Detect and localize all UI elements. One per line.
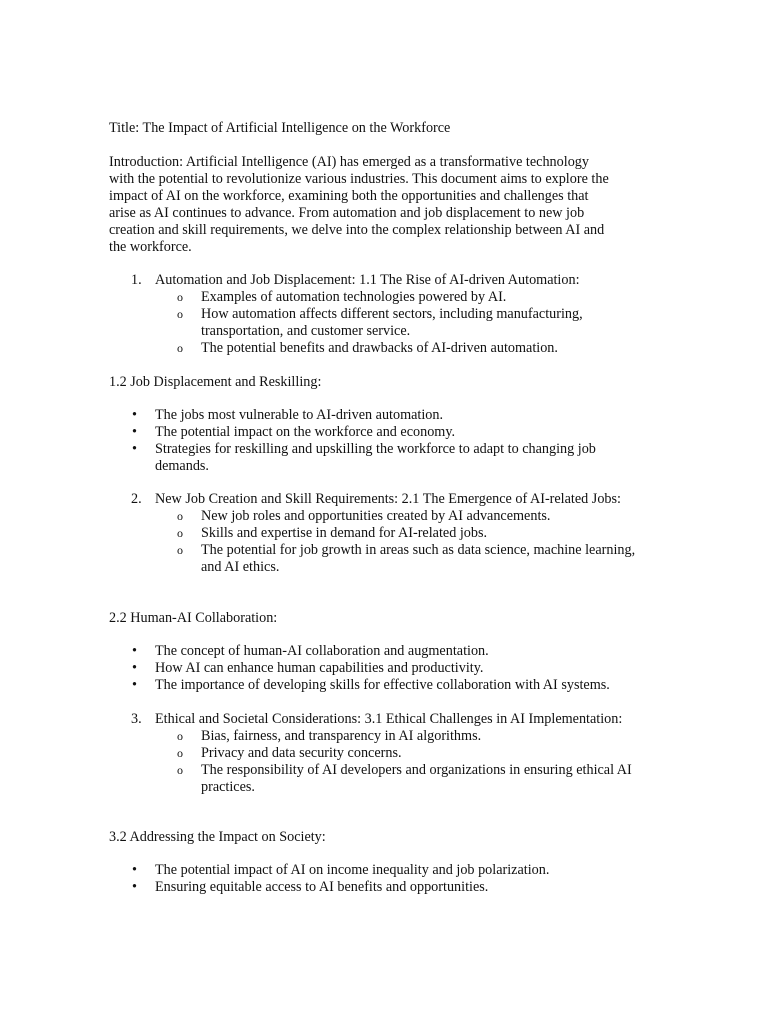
list-item — [132, 424, 649, 441]
document-title: Title: The Impact of Artificial Intelligence on the Workforce — [109, 120, 451, 136]
subsection-heading-3-2: 3.2 Addressing the Impact on Society: — [109, 829, 326, 845]
bullet-icon: • — [132, 441, 137, 457]
list-item — [132, 677, 649, 694]
bullet-icon: • — [132, 643, 137, 659]
intro-line: arise as AI continues to advance. From automation and job displacement to new job — [109, 205, 585, 221]
bullet-icon: • — [132, 660, 137, 676]
section-heading: Automation and Job Displacement: 1.1 The Rise of AI-driven Automation: — [155, 272, 580, 288]
list-item — [132, 862, 649, 879]
list-item-text: How AI can enhance human capabilities and productivity. — [155, 660, 484, 676]
intro-line: creation and skill requirements, we delve into the complex relationship between AI and — [109, 222, 605, 238]
bullet-icon: • — [132, 677, 137, 693]
section-number: 1. — [131, 272, 142, 288]
list-item-text: The jobs most vulnerable to AI-driven automation. — [155, 407, 444, 423]
bullet-icon: • — [132, 407, 137, 423]
sub-item-text: The responsibility of AI developers and organizations in ensuring ethical AI practices. — [201, 762, 632, 795]
sub-list-item — [177, 508, 649, 525]
circle-bullet-icon: o — [177, 763, 183, 777]
intro-line: impact of AI on the workforce, examining both the opportunities and challenges that — [109, 188, 589, 204]
section-1 — [109, 272, 649, 357]
bullet-list-1-2 — [109, 407, 649, 475]
list-item — [132, 441, 649, 475]
bullet-icon: • — [132, 424, 137, 440]
list-item — [132, 643, 649, 660]
circle-bullet-icon: o — [177, 509, 183, 523]
list-item-text: Ensuring equitable access to AI benefits and opportunities. — [155, 879, 489, 895]
sub-list-item — [177, 745, 649, 762]
sub-list-item — [177, 525, 649, 542]
bullet-list-3-2 — [109, 862, 649, 896]
sub-list-item — [177, 340, 649, 357]
sub-item-text: Skills and expertise in demand for AI-related jobs. — [201, 525, 488, 541]
section-3 — [109, 711, 649, 796]
list-item-text: The importance of developing skills for effective collaboration with AI systems. — [155, 677, 610, 693]
section-heading: New Job Creation and Skill Requirements: 2.1 The Emergence of AI-related Jobs: — [155, 491, 621, 507]
sub-list-item — [177, 728, 649, 745]
sub-list-item — [177, 289, 649, 306]
sub-item-text: Privacy and data security concerns. — [201, 745, 402, 761]
sub-item-text: Bias, fairness, and transparency in AI algorithms. — [201, 728, 482, 744]
subsection-heading-2-2: 2.2 Human-AI Collaboration: — [109, 610, 278, 626]
section-heading: Ethical and Societal Considerations: 3.1 Ethical Challenges in AI Implementation: — [155, 711, 623, 727]
circle-bullet-icon: o — [177, 543, 183, 557]
sub-list-item — [177, 306, 649, 340]
circle-bullet-icon: o — [177, 290, 183, 304]
list-item-text: The potential impact on the workforce and economy. — [155, 424, 456, 440]
list-item — [132, 879, 649, 896]
list-item-text: The potential impact of AI on income inequality and job polarization. — [155, 862, 550, 878]
intro-line: the workforce. — [109, 239, 192, 255]
section-2 — [109, 491, 649, 576]
introduction-paragraph — [109, 154, 657, 256]
bullet-list-2-2 — [109, 643, 649, 694]
section-number: 3. — [131, 711, 142, 727]
circle-bullet-icon: o — [177, 341, 183, 355]
sub-list-item — [177, 542, 649, 576]
sub-list-item — [177, 762, 649, 796]
intro-line: with the potential to revolutionize various industries. This document aims to explore the — [109, 171, 609, 187]
circle-bullet-icon: o — [177, 526, 183, 540]
sub-item-text: The potential for job growth in areas such as data science, machine learning, and AI ethics. — [201, 542, 636, 575]
list-item — [132, 660, 649, 677]
list-item — [132, 407, 649, 424]
bullet-icon: • — [132, 862, 137, 878]
bullet-icon: • — [132, 879, 137, 895]
intro-line: Introduction: Artificial Intelligence (AI) has emerged as a transformative technology — [109, 154, 589, 170]
subsection-heading-1-2: 1.2 Job Displacement and Reskilling: — [109, 374, 322, 390]
sub-item-text: The potential benefits and drawbacks of AI-driven automation. — [201, 340, 558, 356]
list-item-text: The concept of human-AI collaboration and augmentation. — [155, 643, 489, 659]
list-item-text: Strategies for reskilling and upskilling the workforce to adapt to changing job demands. — [155, 441, 596, 474]
circle-bullet-icon: o — [177, 307, 183, 321]
circle-bullet-icon: o — [177, 746, 183, 760]
sub-item-text: How automation affects different sectors, including manufacturing, transportation, and customer service. — [201, 306, 583, 339]
section-number: 2. — [131, 491, 142, 507]
sub-item-text: Examples of automation technologies powered by AI. — [201, 289, 507, 305]
sub-item-text: New job roles and opportunities created by AI advancements. — [201, 508, 551, 524]
circle-bullet-icon: o — [177, 729, 183, 743]
